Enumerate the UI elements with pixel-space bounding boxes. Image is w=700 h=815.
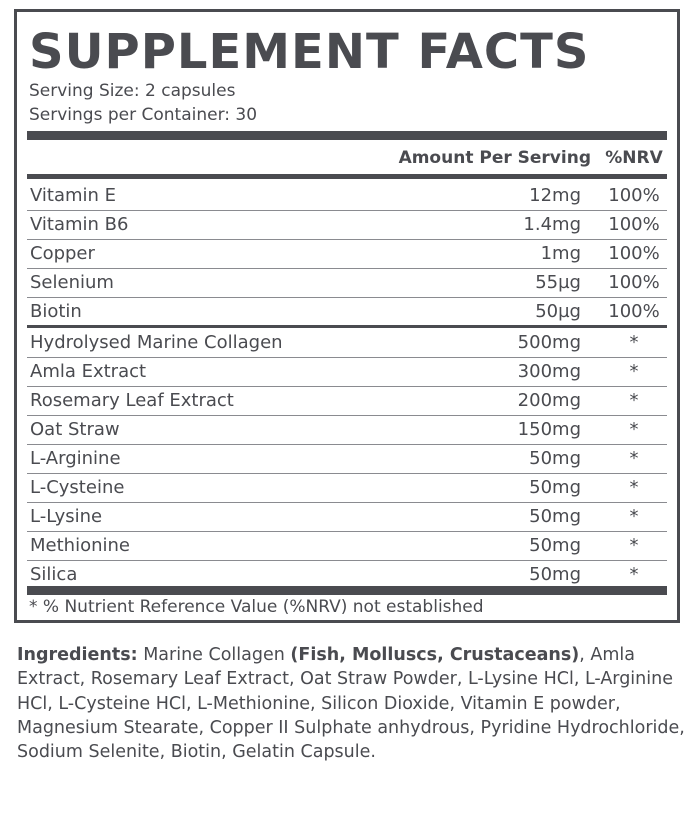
nutrient-nrv: 100% [608,243,660,264]
nutrient-nrv: * [629,390,639,411]
table-row [27,268,667,297]
footer-thick-rule [27,586,667,595]
nutrient-nrv: * [629,448,639,469]
amount-per-serving-header: Amount Per Serving [398,148,591,168]
supplement-facts-panel [14,9,680,623]
nutrient-nrv: * [629,419,639,440]
serving-size: Serving Size: 2 capsules [29,81,236,101]
nutrient-name: Silica [30,564,78,585]
nutrient-nrv: 100% [608,272,660,293]
allergen-list: (Fish, Molluscs, Crustaceans) [290,645,580,665]
nutrient-amount: 50mg [529,535,581,556]
nutrient-name: L-Lysine [30,506,103,527]
nutrient-amount: 50mg [529,448,581,469]
ingredients-part-1: Marine Collagen [137,645,291,665]
nutrient-nrv: 100% [608,185,660,206]
nutrient-name: Amla Extract [30,361,147,382]
columns-rule [27,174,667,179]
table-row [27,239,667,268]
ingredients-text [17,643,693,764]
nutrient-name: L-Arginine [30,448,121,469]
nutrient-nrv: 100% [608,214,660,235]
nutrient-amount: 200mg [517,390,581,411]
table-row [27,415,667,444]
nutrient-amount: 150mg [517,419,581,440]
nutrient-amount: 50µg [535,301,581,322]
nutrient-amount: 50mg [529,477,581,498]
table-row [27,473,667,502]
servings-per-container: Servings per Container: 30 [29,105,258,125]
nutrient-name: Biotin [30,301,82,322]
table-row [27,181,667,210]
nutrient-nrv: 100% [608,301,660,322]
nutrient-name: Rosemary Leaf Extract [30,390,234,411]
nutrient-amount: 500mg [517,332,581,353]
nutrient-amount: 55µg [535,272,581,293]
nutrient-name: Vitamin E [30,185,117,206]
nrv-footnote: * % Nutrient Reference Value (%NRV) not established [29,597,484,617]
table-row [27,444,667,473]
nutrient-amount: 1mg [540,243,581,264]
table-row [27,386,667,415]
nutrient-nrv: * [629,564,639,585]
table-row [27,328,667,357]
nutrient-nrv: * [629,477,639,498]
table-row [27,502,667,531]
nutrient-amount: 300mg [517,361,581,382]
nutrient-nrv: * [629,361,639,382]
table-row [27,531,667,560]
table-row [27,210,667,239]
table-row [27,560,667,589]
ingredients-part-2: , Amla Extract, Rosemary Leaf Extract, Oat Straw Powder, L-Lysine HCl, L-Arginine HCl, L-Cysteine HCl, L-Methionine, Silicon Dioxide, Vitamin E powder, Magnesium Stearate, Copper II Sulphate anhydrous, Pyridine Hydrochloride, Sodium Selenite, Biotin, Gelatin Capsule. [17,645,685,763]
nutrient-nrv: * [629,332,639,353]
nutrient-name: Oat Straw [30,419,120,440]
nutrient-name: Selenium [30,272,114,293]
nrv-header: %NRV [605,148,663,168]
nutrient-name: Hydrolysed Marine Collagen [30,332,283,353]
nutrient-name: Copper [30,243,95,264]
header-thick-rule [27,131,667,140]
nutrient-name: L-Cysteine [30,477,125,498]
ingredients-label: Ingredients: [17,645,138,665]
table-row [27,297,667,326]
nutrient-amount: 50mg [529,506,581,527]
table-row [27,357,667,386]
nutrient-name: Methionine [30,535,130,556]
nutrient-amount: 50mg [529,564,581,585]
panel-title: SUPPLEMENT FACTS [29,24,590,80]
nutrient-name: Vitamin B6 [30,214,129,235]
nutrient-amount: 12mg [529,185,581,206]
nutrient-nrv: * [629,535,639,556]
nutrient-nrv: * [629,506,639,527]
nutrient-amount: 1.4mg [523,214,581,235]
